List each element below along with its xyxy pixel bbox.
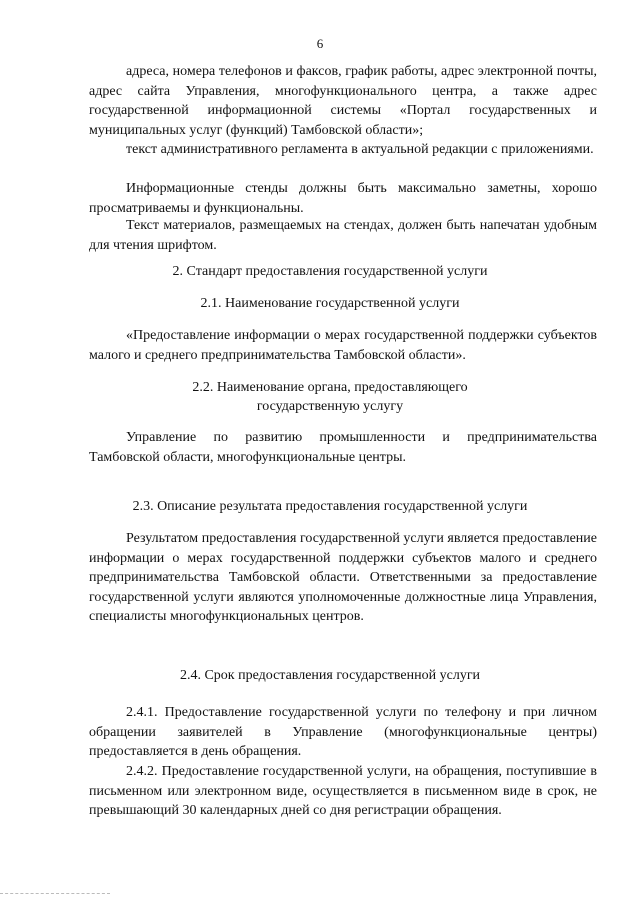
contact-info-paragraph: адреса, номера телефонов и факсов, график работы, адрес электронной почты, адрес сайта Управления, многофункционального центра, а также адрес государственной информационной системы «Портал государственных и муниципальных услуг (функций) Тамбовской области»; [89,64,597,138]
section-2-heading: 2. Стандарт предоставления государственной услуги [172,264,488,279]
regulation-text-paragraph: текст административного регламента в актуальной редакции с приложениями. [126,142,594,157]
section-2-2-heading-line-1: 2.2. Наименование органа, предоставляющего [192,380,468,395]
service-name-paragraph: «Предоставление информации о мерах государственной поддержки субъектов малого и среднего предпринимательства Тамбовской области». [89,328,597,363]
section-2-1-heading: 2.1. Наименование государственной услуги [200,296,460,311]
scan-edge-line [0,893,110,894]
section-2-2-heading-line-2: государственную услугу [256,399,404,414]
term-2-4-2-paragraph: 2.4.2. Предоставление государственной услуги, на обращения, поступившие в письменном или электронном виде, осуществляется в письменном виде в срок, не превышающий 30 календарных дней со дня регистрации обращения. [89,764,597,818]
service-result-paragraph: Результатом предоставления государственной услуги является предоставление информации о мерах государственной поддержки субъектов малого и среднего предпринимательства Тамбовской области. Ответственными за предоставление государственной услуги являются уполномоченные должностные лица Управления, специалисты многофункциональных центров. [89,531,597,624]
stand-materials-paragraph: Текст материалов, размещаемых на стендах, должен быть напечатан удобным для чтения шрифтом. [89,218,597,253]
providing-body-paragraph: Управление по развитию промышленности и предпринимательства Тамбовской области, многофункциональные центры. [89,430,597,465]
page-number: 6 [316,36,324,51]
term-2-4-1-paragraph: 2.4.1. Предоставление государственной услуги по телефону и при личном обращении заявителей в Управление (многофункциональные центры) предоставляется в день обращения. [89,705,597,759]
section-2-3-heading: 2.3. Описание результата предоставления государственной услуги [132,499,528,514]
section-2-4-heading: 2.4. Срок предоставления государственной услуги [179,668,481,683]
info-stands-paragraph: Информационные стенды должны быть максимально заметны, хорошо просматриваемы и функциональны. [89,181,597,216]
